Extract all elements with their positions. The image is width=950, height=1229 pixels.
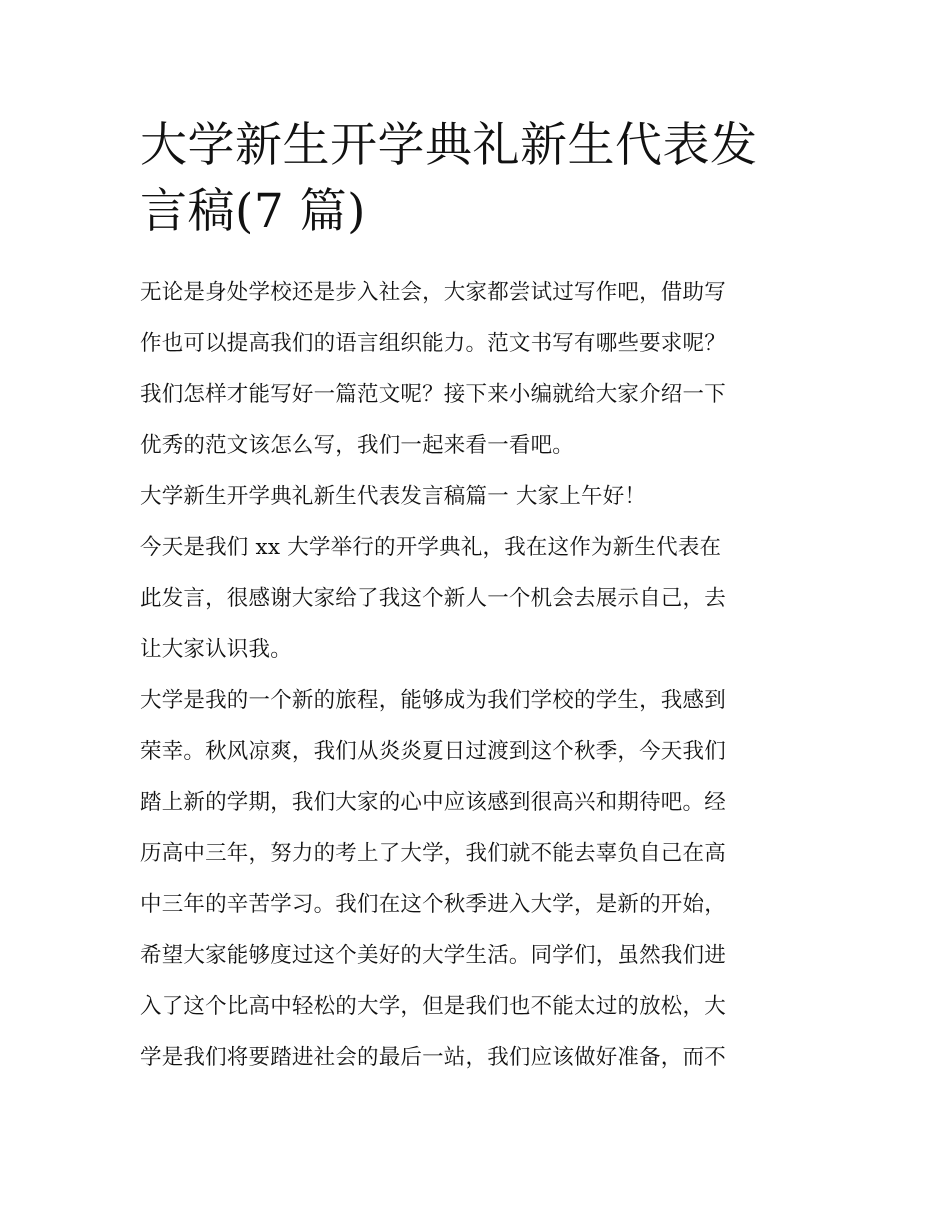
speech-paragraph-1: 今天是我们 xx 大学举行的开学典礼，我在这作为新生代表在 此发言，很感谢大家给了我这个新人一个机会去展示自己，去 让大家认识我。	[140, 535, 726, 662]
speech-heading-paragraph: 大学新生开学典礼新生代表发言稿篇一 大家上午好！	[140, 484, 647, 509]
document-title: 大学新生开学典礼新生代表发 言稿(7 篇)	[140, 118, 758, 239]
speech-paragraph-2: 大学是我的一个新的旅程，能够成为我们学校的学生，我感到 荣幸。秋风凉爽，我们从炎炎夏日过渡到这个秋季，今天我们 踏上新的学期，我们大家的心中应该感到很高兴和期待吧。经 历高中三年，努力的考上了大学，我们就不能去辜负自己在高 中三年的辛苦学习。我们在这个秋季进入大学，是新的开始， 希望大家能够度过这个美好的大学生活。同学们，虽然我们进 入了这个比高中轻松的大学，但是我们也不能太过的放松，大 学是我们将要踏进社会的最后一站，我们应该做好准备，而不	[140, 688, 726, 1070]
document-body	[140, 113, 816, 1083]
intro-paragraph: 无论是身处学校还是步入社会，大家都尝试过写作吧，借助写 作也可以提高我们的语言组织能力。范文书写有哪些要求呢？ 我们怎样才能写好一篇范文呢？接下来小编就给大家介绍一下 优秀的范文该怎么写，我们一起来看一看吧。	[140, 280, 726, 458]
